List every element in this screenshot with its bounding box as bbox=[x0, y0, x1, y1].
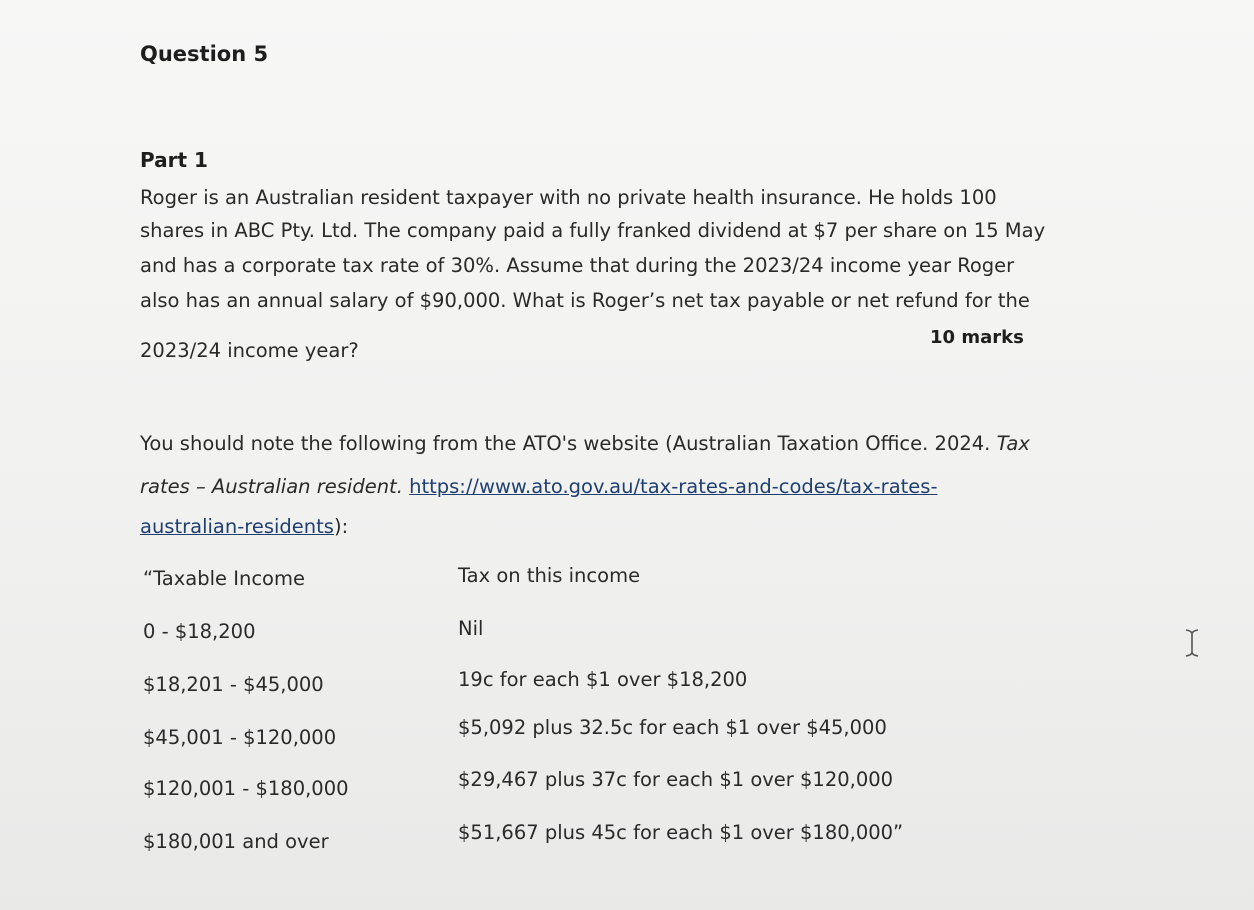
table-cell-tax: 19c for each $1 over $18,200 bbox=[458, 668, 748, 691]
paragraph-line: Roger is an Australian resident taxpayer with no private health insurance. He holds 100 bbox=[140, 186, 997, 209]
marks-label: 10 marks bbox=[930, 327, 1024, 348]
table-cell-income: 0 - $18,200 bbox=[143, 620, 256, 643]
table-cell-tax: $29,467 plus 37c for each $1 over $120,000 bbox=[458, 768, 894, 791]
paragraph-line: 2023/24 income year? bbox=[140, 339, 359, 362]
ato-link[interactable]: https://www.ato.gov.au/tax-rates-and-codes/tax-rates- bbox=[409, 475, 938, 498]
table-header-taxable-income: “Taxable Income bbox=[143, 567, 305, 590]
table-cell-tax: $51,667 plus 45c for each $1 over $180,000” bbox=[458, 821, 904, 844]
ato-link-continued[interactable]: australian-residents bbox=[140, 515, 334, 538]
table-cell-income: $45,001 - $120,000 bbox=[143, 726, 337, 749]
question-title: Question 5 bbox=[140, 42, 269, 66]
note-line-2 bbox=[140, 475, 938, 498]
table-cell-income: $120,001 - $180,000 bbox=[143, 777, 349, 800]
note-line-3 bbox=[140, 515, 348, 538]
paragraph-line: shares in ABC Pty. Ltd. The company paid a fully franked dividend at $7 per share on 15 May bbox=[140, 219, 1046, 242]
note-italic-subtitle: rates – Australian resident. bbox=[140, 475, 403, 498]
part-title: Part 1 bbox=[140, 148, 208, 172]
table-cell-tax: Nil bbox=[458, 617, 484, 640]
note-italic-title: Tax bbox=[996, 432, 1030, 455]
table-cell-income: $18,201 - $45,000 bbox=[143, 673, 324, 696]
note-line-1 bbox=[140, 432, 1030, 455]
table-header-tax: Tax on this income bbox=[458, 564, 641, 587]
table-cell-income: $180,001 and over bbox=[143, 830, 329, 853]
text-cursor-icon bbox=[1182, 628, 1202, 658]
note-text: You should note the following from the ATO's website (Australian Taxation Office. 2024. bbox=[140, 432, 997, 455]
paragraph-line: and has a corporate tax rate of 30%. Assume that during the 2023/24 income year Roger bbox=[140, 254, 1015, 277]
table-cell-tax: $5,092 plus 32.5c for each $1 over $45,000 bbox=[458, 716, 887, 739]
paragraph-line: also has an annual salary of $90,000. What is Roger’s net tax payable or net refund for the bbox=[140, 289, 1030, 312]
note-tail: ): bbox=[333, 515, 349, 538]
